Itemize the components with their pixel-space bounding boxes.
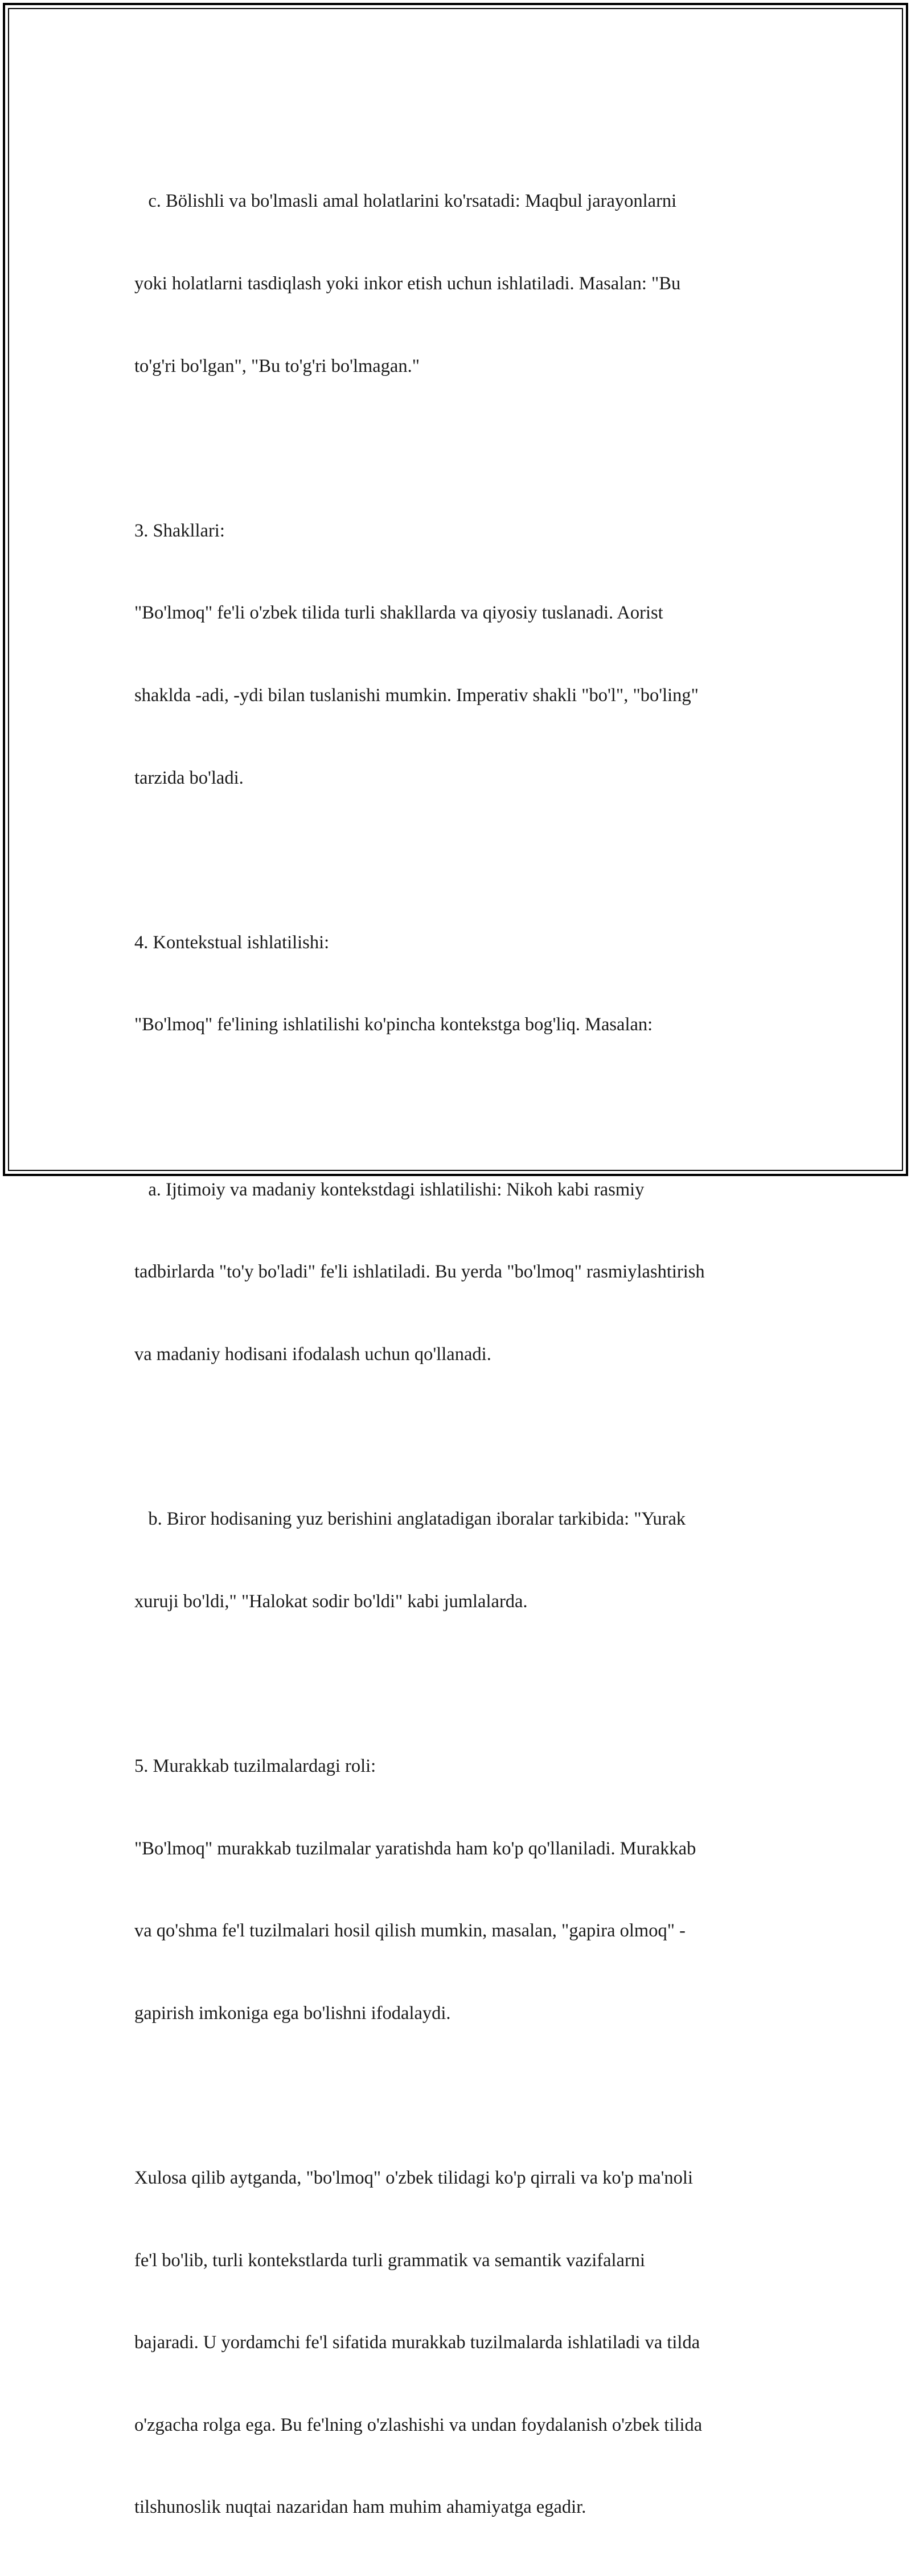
text-line: bajaradi. U yordamchi fe'l sifatida murakkab tuzilmalarda ishlatiladi va tilda [134,2332,700,2353]
section-compound-role [134,1698,783,2082]
paragraph-item-a [134,1121,783,1423]
section-heading: 3. Shakllari: [134,520,225,541]
section-forms [134,462,783,846]
paragraph-item-b [134,1451,783,1670]
text-line: Xulosa qilib aytganda, "bo'lmoq" o'zbek tilidagi ko'p qirrali va ko'p ma'noli [134,2167,693,2188]
text-line: yoki holatlarni tasdiqlash yoki inkor etish uchun ishlatiladi. Masalan: "Bu [134,273,681,294]
paragraph-gap [134,1423,783,1451]
paragraph-gap [134,435,783,462]
paragraph-gap [134,846,783,874]
paragraph-gap [134,2082,783,2109]
text-line: "Bo'lmoq" fe'li o'zbek tilida turli shakllarda va qiyosiy tuslanadi. Aorist [134,603,663,624]
text-line: va qo'shma fe'l tuzilmalari hosil qilish mumkin, masalan, "gapira olmoq" - [134,1920,686,1942]
document-body [134,133,783,2576]
text-line: c. Bölishli va bo'lmasli amal holatlarini ko'rsatadi: Maqbul jarayonlarni [134,191,677,212]
paragraph-gap [134,1094,783,1121]
text-line: tarzida bo'ladi. [134,767,244,788]
section-heading: 5. Murakkab tuzilmalardagi roli: [134,1755,376,1776]
conclusion-paragraph [134,2110,783,2576]
section-context [134,874,783,1094]
text-line: "Bo'lmoq" fe'lining ishlatilishi ko'pincha kontekstga bog'liq. Masalan: [134,1014,653,1035]
text-line: xuruji bo'ldi," "Halokat sodir bo'ldi" kabi jumlalarda. [134,1591,528,1612]
text-line: tadbirlarda "to'y bo'ladi" fe'li ishlatiladi. Bu yerda "bo'lmoq" rasmiylashtirish [134,1262,705,1283]
text-line: fe'l bo'lib, turli kontekstlarda turli grammatik va semantik vazifalarni [134,2250,646,2271]
text-line: shaklda -adi, -ydi bilan tuslanishi mumkin. Imperativ shakli "bo'l", "bo'ling" [134,685,699,706]
text-line: b. Biror hodisaning yuz berishini anglatadigan iboralar tarkibida: "Yurak [134,1509,686,1530]
text-line: va madaniy hodisani ifodalash uchun qo'llanadi. [134,1344,491,1365]
section-heading: 4. Kontekstual ishlatilishi: [134,932,330,953]
text-line: to'g'ri bo'lgan", "Bu to'g'ri bo'lmagan." [134,355,420,376]
text-line: gapirish imkoniga ega bo'lishni ifodalaydi. [134,2002,451,2024]
text-line: tilshunoslik nuqtai nazaridan ham muhim ahamiyatga egadir. [134,2497,586,2518]
text-line: o'zgacha rolga ega. Bu fe'lning o'zlashishi va undan foydalanish o'zbek tilida [134,2414,703,2435]
text-line: a. Ijtimoiy va madaniy kontekstdagi ishlatilishi: Nikoh kabi rasmiy [134,1179,645,1200]
text-line: "Bo'lmoq" murakkab tuzilmalar yaratishda ham ko'p qo'llaniladi. Murakkab [134,1838,696,1859]
paragraph-item-c [134,133,783,435]
paragraph-gap [134,1670,783,1697]
